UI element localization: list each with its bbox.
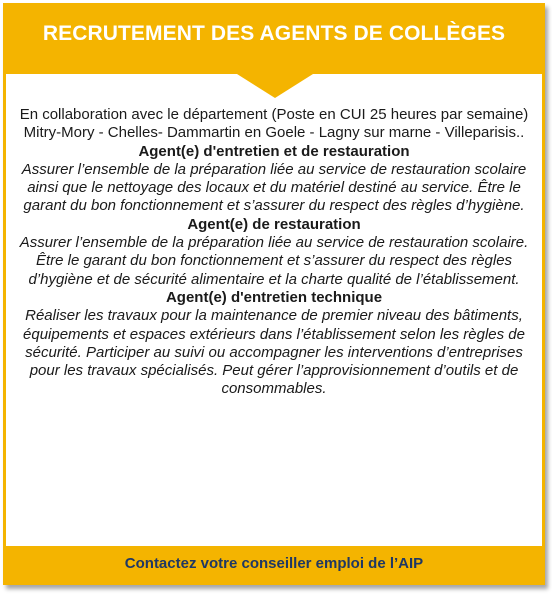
content-area [14, 106, 534, 399]
page-title: RECRUTEMENT DES AGENTS DE COLLÈGES [42, 22, 506, 45]
header-banner [6, 6, 542, 74]
footer-banner [6, 546, 542, 582]
job-description: Réaliser les travaux pour la maintenance de premier niveau des bâtiments, équipements et espaces extérieurs dans l’établissement selon les règles de sécurité. Participer au suivi ou accompagner les interventions d’entreprises pour les travaux spécialisés. Peut gérer l’approvisionnement d’outils et de consommables. [23, 307, 525, 398]
job-title: Agent(e) d'entretien technique [165, 288, 383, 306]
job-description: Assurer l’ensemble de la préparation liée au service de restauration scolaire. Être le garant du bon fonctionnement et s’assurer du respect des règles d’hygiène et de sécurité alimentaire et la charte qualité de l’établissement. [19, 234, 529, 288]
job-title: Agent(e) d'entretien et de restauration [138, 142, 410, 160]
down-arrow-shape [237, 74, 313, 98]
job-offer-card [3, 3, 545, 585]
intro-text: En collaboration avec le département (Poste en CUI 25 heures par semaine) Mitry-Mory - Chelles- Dammartin en Goele - Lagny sur marne - Villeparisis.. [19, 106, 529, 142]
job-description: Assurer l’ensemble de la préparation liée au service de restauration scolaire ainsi que le nettoyage des locaux et du matériel destiné au service. Être le garant du bon fonctionnement et s’assurer du respect des règles d’hygiène. [21, 160, 527, 215]
contact-text: Contactez votre conseiller emploi de l’AIP [124, 555, 424, 572]
job-title: Agent(e) de restauration [187, 215, 361, 233]
